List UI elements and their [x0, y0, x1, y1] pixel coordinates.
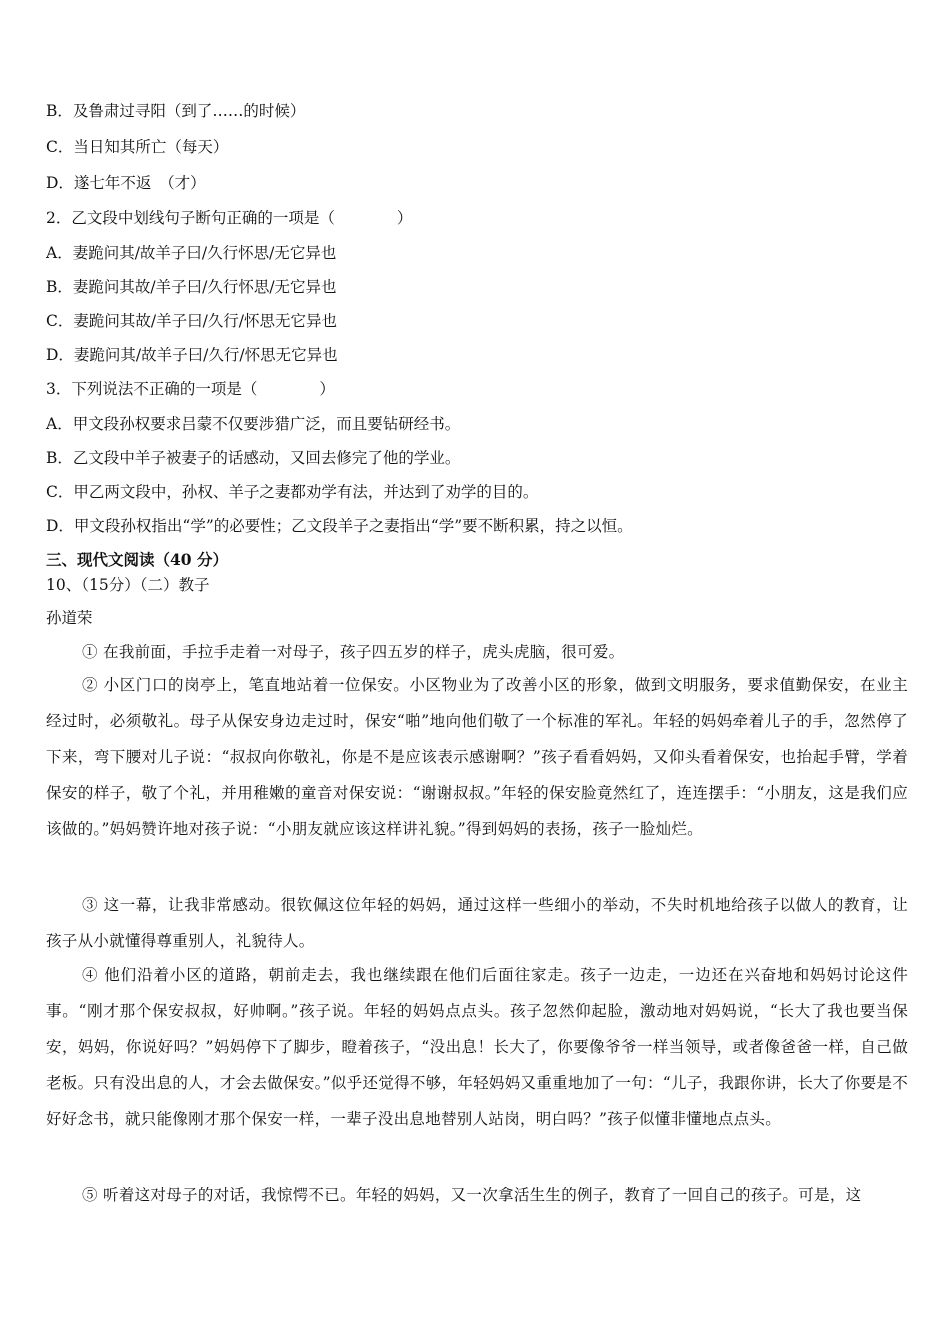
q2-option-d: D．妻跪问其/故羊子曰/久行/怀思无它异也 [46, 346, 338, 364]
q2-option-a: A．妻跪问其/故羊子曰/久行怀思/无它异也 [46, 244, 337, 262]
q2-option-b: B．妻跪问其故/羊子曰/久行怀思/无它异也 [46, 278, 337, 296]
q3-option-d: D．甲文段孙权指出“学”的必要性；乙文段羊子之妻指出“学”要不断积累，持之以恒。 [46, 517, 633, 535]
q2-stem: 2．乙文段中划线句子断句正确的一项是（ ） [46, 209, 413, 227]
author: 孙道荣 [46, 609, 93, 627]
q3-option-a: A．甲文段孙权要求吕蒙不仅要涉猎广泛，而且要钻研经书。 [46, 415, 461, 433]
q3-stem: 3．下列说法不正确的一项是（ ） [46, 380, 335, 398]
paragraph-4: ④ 他们沿着小区的道路，朝前走去，我也继续跟在他们后面往家走。孩子一边走，一边还在兴奋地和妈妈讨论这件事。“刚才那个保安叔叔，好帅啊。”孩子说。年轻的妈妈点点头。孩子忽然仰起脸，激动地对妈妈说，“长大了我也要当保安，妈妈，你说好吗？”妈妈停下了脚步，瞪着孩子，“没出息！长大了，你要像爷爷一样当领导，或者像爸爸一样，自己做老板。只有没出息的人，才会去做保安。”似乎还觉得不够，年轻妈妈又重重地加了一句：“儿子，我跟你讲，长大了你要是不好好念书，就只能像刚才那个保安一样，一辈子没出息地替别人站岗，明白吗？”孩子似懂非懂地点点头。 [46, 966, 908, 1128]
q1-option-c: C．当日知其所亡（每天） [46, 138, 229, 156]
q3-option-b: B．乙文段中羊子被妻子的话感动，又回去修完了他的学业。 [46, 449, 461, 467]
paragraph-3: ③ 这一幕，让我非常感动。很钦佩这位年轻的妈妈，通过这样一些细小的举动，不失时机地给孩子以做人的教育，让孩子从小就懂得尊重别人，礼貌待人。 [46, 896, 908, 950]
paragraph-1: ① 在我前面，手拉手走着一对母子，孩子四五岁的样子，虎头虎脑，很可爱。 [82, 643, 625, 661]
paragraph-5: ⑤ 听着这对母子的对话，我惊愕不已。年轻的妈妈，又一次拿活生生的例子，教育了一回自己的孩子。可是，这 [82, 1186, 862, 1204]
q3-option-c: C．甲乙两文段中，孙权、羊子之妻都劝学有法，并达到了劝学的目的。 [46, 483, 539, 501]
q1-option-d: D．遂七年不返 （才） [46, 174, 206, 192]
section-title: 三、现代文阅读（40 分） [46, 550, 228, 569]
question-header: 10、（15分）（二）教子 [46, 576, 210, 594]
paragraph-2: ② 小区门口的岗亭上，笔直地站着一位保安。小区物业为了改善小区的形象，做到文明服务，要求值勤保安，在业主经过时，必须敬礼。母子从保安身边走过时，保安“啪”地向他们敬了一个标准的军礼。年轻的妈妈牵着儿子的手，忽然停了下来，弯下腰对儿子说：“叔叔向你敬礼，你是不是应该表示感谢啊？”孩子看看妈妈，又仰头看着保安，也抬起手臂，学着保安的样子，敬了个礼，并用稚嫩的童音对保安说：“谢谢叔叔。”年轻的保安脸竟然红了，连连摆手：“小朋友，这是我们应该做的。”妈妈赞许地对孩子说：“小朋友就应该这样讲礼貌。”得到妈妈的表扬，孩子一脸灿烂。 [46, 676, 908, 838]
q2-option-c: C．妻跪问其故/羊子曰/久行/怀思无它异也 [46, 312, 338, 330]
q1-option-b: B．及鲁肃过寻阳（到了……的时候） [46, 102, 306, 120]
